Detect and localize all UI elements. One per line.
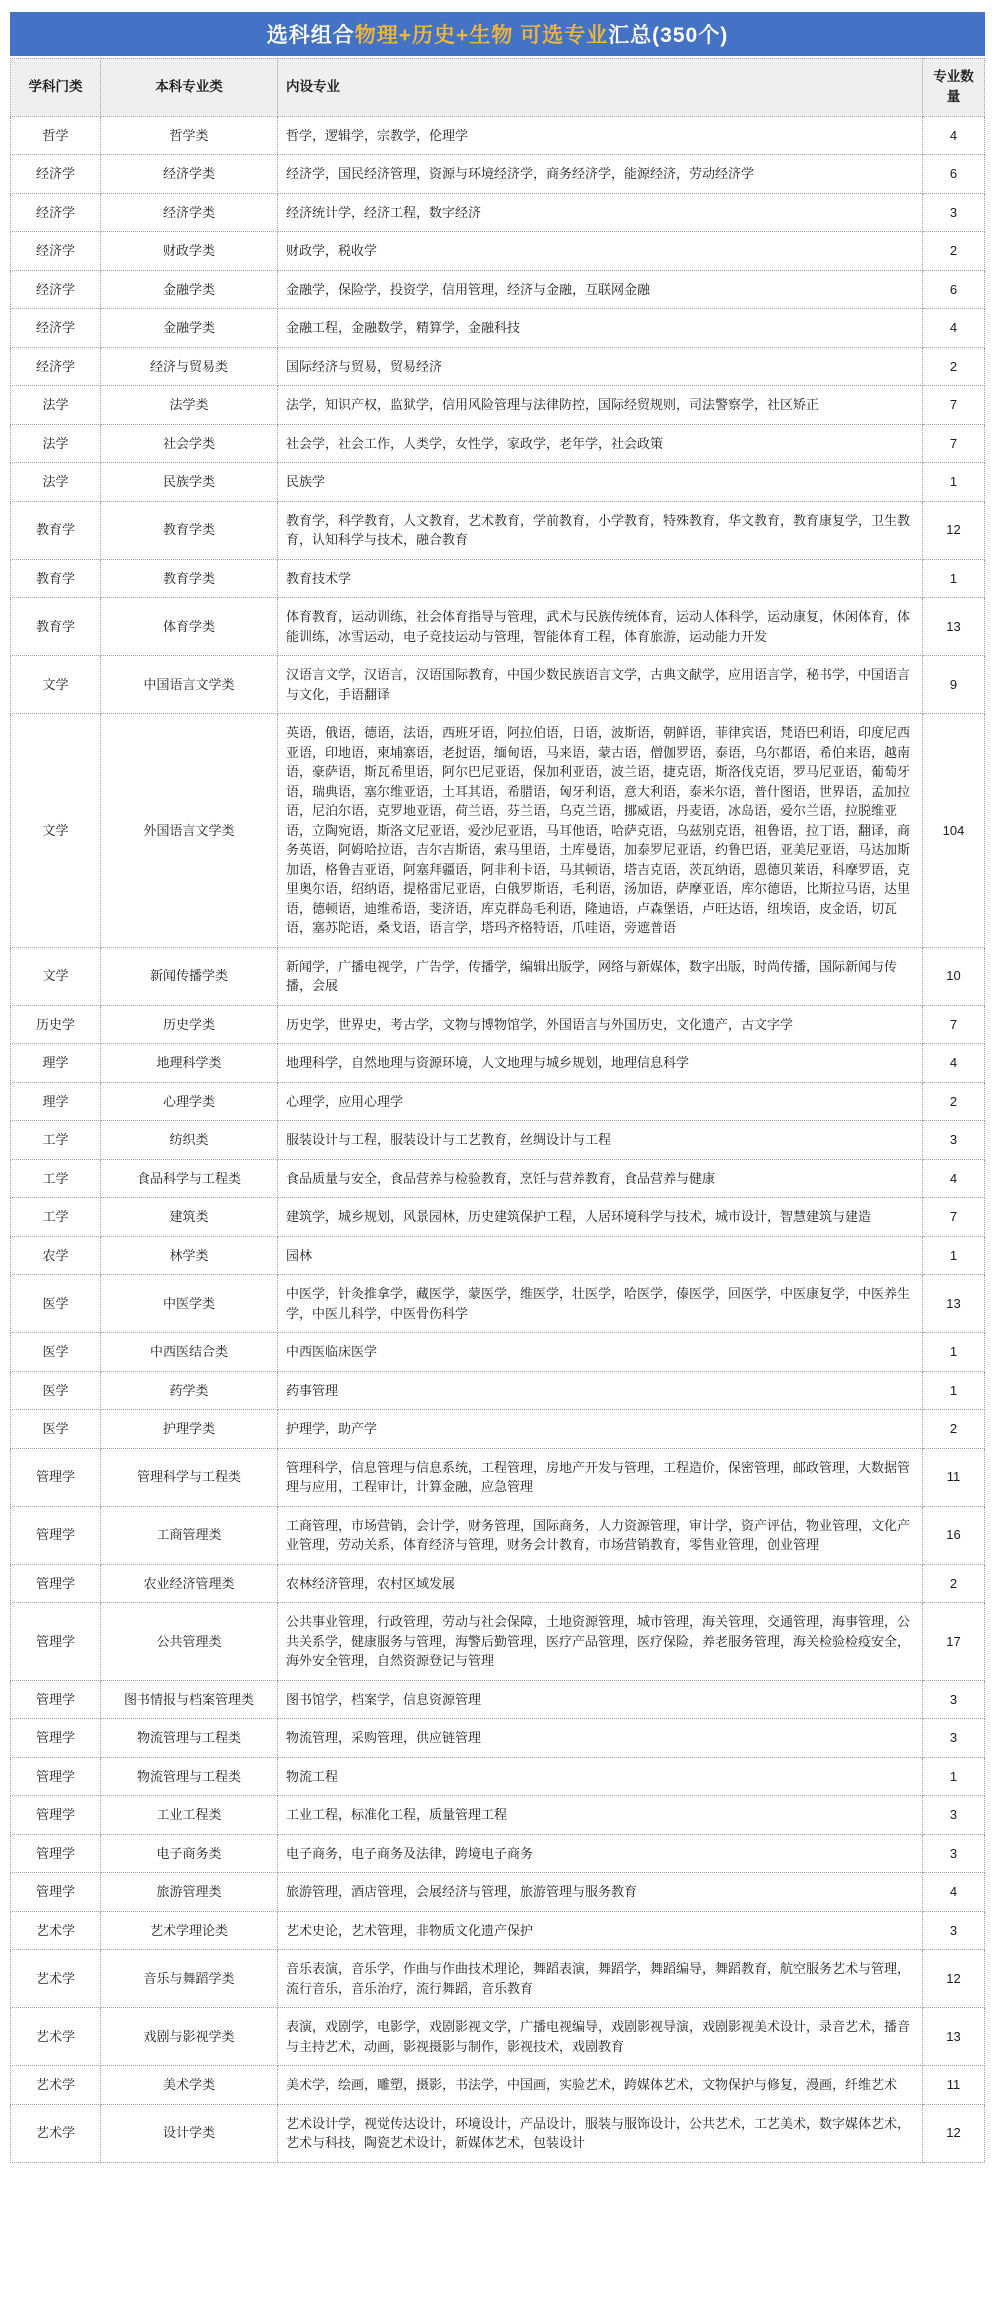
category-cell: 法学 — [11, 386, 101, 425]
table-row — [11, 116, 985, 155]
major-class-cell: 农业经济管理类 — [101, 1564, 278, 1603]
category-cell: 管理学 — [11, 1506, 101, 1564]
category-cell: 医学 — [11, 1371, 101, 1410]
table-row — [11, 1410, 985, 1449]
major-class-cell: 图书情报与档案管理类 — [101, 1680, 278, 1719]
title-segment: 汇总(350个) — [608, 24, 729, 47]
count-cell: 3 — [923, 193, 985, 232]
category-cell: 经济学 — [11, 309, 101, 348]
category-cell: 工学 — [11, 1198, 101, 1237]
count-cell: 1 — [923, 1757, 985, 1796]
category-cell: 经济学 — [11, 270, 101, 309]
major-class-cell: 戏剧与影视学类 — [101, 2008, 278, 2066]
majors-cell: 经济学，国民经济管理，资源与环境经济学，商务经济学，能源经济，劳动经济学 — [278, 155, 923, 194]
count-cell: 2 — [923, 1082, 985, 1121]
count-cell: 17 — [923, 1603, 985, 1681]
majors-cell: 美术学，绘画，雕塑，摄影，书法学，中国画，实验艺术，跨媒体艺术，文物保护与修复，漫画，纤维艺术 — [278, 2066, 923, 2105]
majors-cell: 管理科学，信息管理与信息系统，工程管理，房地产开发与管理，工程造价，保密管理，邮政管理，大数据管理与应用，工程审计，计算金融，应急管理 — [278, 1448, 923, 1506]
category-cell: 工学 — [11, 1159, 101, 1198]
major-class-cell: 中西医结合类 — [101, 1333, 278, 1372]
majors-cell: 教育学，科学教育，人文教育，艺术教育，学前教育，小学教育，特殊教育，华文教育，教育康复学，卫生教育，认知科学与技术，融合教育 — [278, 501, 923, 559]
table-row — [11, 347, 985, 386]
major-class-cell: 体育学类 — [101, 598, 278, 656]
majors-summary-table — [10, 58, 985, 2163]
major-class-cell: 地理科学类 — [101, 1044, 278, 1083]
majors-cell: 中西医临床医学 — [278, 1333, 923, 1372]
count-cell: 1 — [923, 1371, 985, 1410]
category-cell: 经济学 — [11, 232, 101, 271]
major-class-cell: 历史学类 — [101, 1005, 278, 1044]
major-class-cell: 外国语言文学类 — [101, 714, 278, 948]
majors-cell: 国际经济与贸易，贸易经济 — [278, 347, 923, 386]
category-cell: 艺术学 — [11, 1950, 101, 2008]
major-class-cell: 食品科学与工程类 — [101, 1159, 278, 1198]
count-cell: 104 — [923, 714, 985, 948]
table-row — [11, 1603, 985, 1681]
table-row — [11, 424, 985, 463]
count-cell: 4 — [923, 1159, 985, 1198]
count-cell: 4 — [923, 309, 985, 348]
major-class-cell: 教育学类 — [101, 559, 278, 598]
count-cell: 7 — [923, 1198, 985, 1237]
major-class-cell: 工商管理类 — [101, 1506, 278, 1564]
count-cell: 3 — [923, 1719, 985, 1758]
majors-cell: 表演，戏剧学，电影学，戏剧影视文学，广播电视编导，戏剧影视导演，戏剧影视美术设计，录音艺术，播音与主持艺术，动画，影视摄影与制作，影视技术，戏剧教育 — [278, 2008, 923, 2066]
category-cell: 法学 — [11, 463, 101, 502]
major-class-cell: 物流管理与工程类 — [101, 1757, 278, 1796]
table-row — [11, 1911, 985, 1950]
category-cell: 教育学 — [11, 501, 101, 559]
major-class-cell: 旅游管理类 — [101, 1873, 278, 1912]
table-row — [11, 1159, 985, 1198]
major-class-cell: 设计学类 — [101, 2104, 278, 2162]
table-row — [11, 386, 985, 425]
count-cell: 1 — [923, 559, 985, 598]
majors-cell: 工业工程，标准化工程，质量管理工程 — [278, 1796, 923, 1835]
category-cell: 哲学 — [11, 116, 101, 155]
category-cell: 管理学 — [11, 1757, 101, 1796]
major-class-cell: 金融学类 — [101, 270, 278, 309]
major-class-cell: 财政学类 — [101, 232, 278, 271]
table-row — [11, 1564, 985, 1603]
category-cell: 理学 — [11, 1082, 101, 1121]
major-class-cell: 美术学类 — [101, 2066, 278, 2105]
table-row — [11, 1680, 985, 1719]
majors-cell: 中医学，针灸推拿学，藏医学，蒙医学，维医学，壮医学，哈医学，傣医学，回医学，中医康复学，中医养生学，中医儿科学，中医骨伤科学 — [278, 1275, 923, 1333]
table-row — [11, 309, 985, 348]
count-cell: 3 — [923, 1911, 985, 1950]
majors-cell: 旅游管理，酒店管理，会展经济与管理，旅游管理与服务教育 — [278, 1873, 923, 1912]
majors-cell: 社会学，社会工作，人类学，女性学，家政学，老年学，社会政策 — [278, 424, 923, 463]
table-row — [11, 2008, 985, 2066]
table-row — [11, 1198, 985, 1237]
table-row — [11, 1796, 985, 1835]
table-row — [11, 1236, 985, 1275]
major-class-cell: 工业工程类 — [101, 1796, 278, 1835]
table-row — [11, 463, 985, 502]
majors-cell: 药事管理 — [278, 1371, 923, 1410]
table-row — [11, 1950, 985, 2008]
majors-cell: 哲学，逻辑学，宗教学，伦理学 — [278, 116, 923, 155]
count-cell: 4 — [923, 1873, 985, 1912]
majors-cell: 公共事业管理，行政管理，劳动与社会保障，土地资源管理，城市管理，海关管理，交通管理，海事管理，公共关系学，健康服务与管理，海警后勤管理，医疗产品管理，医疗保险，养老服务管理，海关检验检疫安全，海外安全管理，自然资源登记与管理 — [278, 1603, 923, 1681]
count-cell: 4 — [923, 116, 985, 155]
major-class-cell: 哲学类 — [101, 116, 278, 155]
table-row — [11, 1333, 985, 1372]
table-row — [11, 270, 985, 309]
category-cell: 文学 — [11, 947, 101, 1005]
category-cell: 管理学 — [11, 1873, 101, 1912]
major-class-cell: 电子商务类 — [101, 1834, 278, 1873]
category-cell: 教育学 — [11, 559, 101, 598]
majors-cell: 民族学 — [278, 463, 923, 502]
category-cell: 管理学 — [11, 1680, 101, 1719]
count-cell: 3 — [923, 1680, 985, 1719]
category-cell: 文学 — [11, 714, 101, 948]
category-cell: 管理学 — [11, 1564, 101, 1603]
major-class-cell: 经济学类 — [101, 193, 278, 232]
count-cell: 2 — [923, 347, 985, 386]
count-cell: 4 — [923, 1044, 985, 1083]
count-cell: 9 — [923, 656, 985, 714]
table-row — [11, 656, 985, 714]
table-row — [11, 193, 985, 232]
major-class-cell: 公共管理类 — [101, 1603, 278, 1681]
major-class-cell: 金融学类 — [101, 309, 278, 348]
table-header — [11, 59, 985, 117]
category-cell: 艺术学 — [11, 2066, 101, 2105]
table-row — [11, 501, 985, 559]
majors-cell: 金融学，保险学，投资学，信用管理，经济与金融，互联网金融 — [278, 270, 923, 309]
count-cell: 16 — [923, 1506, 985, 1564]
category-cell: 管理学 — [11, 1834, 101, 1873]
major-class-cell: 经济学类 — [101, 155, 278, 194]
table-body — [11, 116, 985, 2162]
majors-cell: 物流管理，采购管理，供应链管理 — [278, 1719, 923, 1758]
major-class-cell: 民族学类 — [101, 463, 278, 502]
majors-cell: 农林经济管理，农村区域发展 — [278, 1564, 923, 1603]
count-cell: 12 — [923, 2104, 985, 2162]
column-header-majors: 内设专业 — [278, 59, 923, 117]
title-segment: 物理+历史+生物 可选专业 — [354, 24, 609, 47]
majors-cell: 汉语言文学，汉语言，汉语国际教育，中国少数民族语言文学，古典文献学，应用语言学，秘书学，中国语言与文化，手语翻译 — [278, 656, 923, 714]
count-cell: 6 — [923, 155, 985, 194]
title-segment: 选科组合 — [266, 24, 355, 47]
table-row — [11, 598, 985, 656]
table-row — [11, 232, 985, 271]
table-row — [11, 2104, 985, 2162]
count-cell: 2 — [923, 1564, 985, 1603]
column-header-count: 专业数量 — [923, 59, 985, 117]
table-row — [11, 1005, 985, 1044]
count-cell: 2 — [923, 1410, 985, 1449]
major-class-cell: 建筑类 — [101, 1198, 278, 1237]
major-class-cell: 心理学类 — [101, 1082, 278, 1121]
category-cell: 管理学 — [11, 1603, 101, 1681]
major-class-cell: 经济与贸易类 — [101, 347, 278, 386]
major-class-cell: 中医学类 — [101, 1275, 278, 1333]
majors-cell: 服装设计与工程，服装设计与工艺教育，丝绸设计与工程 — [278, 1121, 923, 1160]
table-row — [11, 1834, 985, 1873]
count-cell: 12 — [923, 501, 985, 559]
table-row — [11, 1371, 985, 1410]
major-class-cell: 教育学类 — [101, 501, 278, 559]
table-row — [11, 714, 985, 948]
category-cell: 管理学 — [11, 1796, 101, 1835]
table-row — [11, 1757, 985, 1796]
category-cell: 管理学 — [11, 1448, 101, 1506]
category-cell: 法学 — [11, 424, 101, 463]
count-cell: 2 — [923, 232, 985, 271]
major-class-cell: 社会学类 — [101, 424, 278, 463]
category-cell: 教育学 — [11, 598, 101, 656]
count-cell: 7 — [923, 424, 985, 463]
major-class-cell: 物流管理与工程类 — [101, 1719, 278, 1758]
count-cell: 3 — [923, 1121, 985, 1160]
majors-cell: 艺术史论，艺术管理，非物质文化遗产保护 — [278, 1911, 923, 1950]
category-cell: 经济学 — [11, 347, 101, 386]
table-row — [11, 2066, 985, 2105]
category-cell: 艺术学 — [11, 2008, 101, 2066]
major-class-cell: 艺术学理论类 — [101, 1911, 278, 1950]
majors-cell: 心理学，应用心理学 — [278, 1082, 923, 1121]
major-class-cell: 林学类 — [101, 1236, 278, 1275]
column-header-category: 学科门类 — [11, 59, 101, 117]
major-class-cell: 管理科学与工程类 — [101, 1448, 278, 1506]
count-cell: 13 — [923, 2008, 985, 2066]
page-title — [10, 12, 985, 56]
table-row — [11, 559, 985, 598]
majors-cell: 体育教育，运动训练，社会体育指导与管理，武术与民族传统体育，运动人体科学，运动康复，休闲体育，体能训练，冰雪运动，电子竞技运动与管理，智能体育工程，体育旅游，运动能力开发 — [278, 598, 923, 656]
majors-cell: 食品质量与安全，食品营养与检验教育，烹饪与营养教育，食品营养与健康 — [278, 1159, 923, 1198]
major-class-cell: 护理学类 — [101, 1410, 278, 1449]
majors-cell: 历史学，世界史，考古学，文物与博物馆学，外国语言与外国历史，文化遗产，古文字学 — [278, 1005, 923, 1044]
category-cell: 经济学 — [11, 155, 101, 194]
count-cell: 11 — [923, 1448, 985, 1506]
count-cell: 7 — [923, 1005, 985, 1044]
count-cell: 1 — [923, 1333, 985, 1372]
major-class-cell: 音乐与舞蹈学类 — [101, 1950, 278, 2008]
majors-cell: 艺术设计学，视觉传达设计，环境设计，产品设计，服装与服饰设计，公共艺术，工艺美术，数字媒体艺术，艺术与科技，陶瓷艺术设计，新媒体艺术，包装设计 — [278, 2104, 923, 2162]
count-cell: 1 — [923, 1236, 985, 1275]
major-class-cell: 法学类 — [101, 386, 278, 425]
major-class-cell: 纺织类 — [101, 1121, 278, 1160]
table-row — [11, 1121, 985, 1160]
table-row — [11, 1044, 985, 1083]
table-row — [11, 155, 985, 194]
count-cell: 3 — [923, 1796, 985, 1835]
majors-cell: 金融工程，金融数学，精算学，金融科技 — [278, 309, 923, 348]
count-cell: 10 — [923, 947, 985, 1005]
majors-cell: 建筑学，城乡规划，风景园林，历史建筑保护工程，人居环境科学与技术，城市设计，智慧建筑与建造 — [278, 1198, 923, 1237]
category-cell: 理学 — [11, 1044, 101, 1083]
table-row — [11, 1719, 985, 1758]
category-cell: 工学 — [11, 1121, 101, 1160]
majors-cell: 工商管理，市场营销，会计学，财务管理，国际商务，人力资源管理，审计学，资产评估，物业管理，文化产业管理，劳动关系，体育经济与管理，财务会计教育，市场营销教育，零售业管理，创业管理 — [278, 1506, 923, 1564]
count-cell: 1 — [923, 463, 985, 502]
count-cell: 12 — [923, 1950, 985, 2008]
majors-cell: 物流工程 — [278, 1757, 923, 1796]
majors-cell: 新闻学，广播电视学，广告学，传播学，编辑出版学，网络与新媒体，数字出版，时尚传播，国际新闻与传播，会展 — [278, 947, 923, 1005]
count-cell: 13 — [923, 1275, 985, 1333]
table-row — [11, 1873, 985, 1912]
table-row — [11, 947, 985, 1005]
majors-cell: 法学，知识产权，监狱学，信用风险管理与法律防控，国际经贸规则，司法警察学，社区矫正 — [278, 386, 923, 425]
table-row — [11, 1506, 985, 1564]
count-cell: 11 — [923, 2066, 985, 2105]
majors-cell: 音乐表演，音乐学，作曲与作曲技术理论，舞蹈表演，舞蹈学，舞蹈编导，舞蹈教育，航空服务艺术与管理，流行音乐，音乐治疗，流行舞蹈，音乐教育 — [278, 1950, 923, 2008]
majors-cell: 教育技术学 — [278, 559, 923, 598]
majors-cell: 护理学，助产学 — [278, 1410, 923, 1449]
category-cell: 艺术学 — [11, 2104, 101, 2162]
category-cell: 文学 — [11, 656, 101, 714]
count-cell: 13 — [923, 598, 985, 656]
major-class-cell: 药学类 — [101, 1371, 278, 1410]
majors-cell: 地理科学，自然地理与资源环境，人文地理与城乡规划，地理信息科学 — [278, 1044, 923, 1083]
category-cell: 农学 — [11, 1236, 101, 1275]
category-cell: 医学 — [11, 1333, 101, 1372]
major-class-cell: 中国语言文学类 — [101, 656, 278, 714]
major-class-cell: 新闻传播学类 — [101, 947, 278, 1005]
category-cell: 历史学 — [11, 1005, 101, 1044]
category-cell: 医学 — [11, 1410, 101, 1449]
majors-cell: 英语，俄语，德语，法语，西班牙语，阿拉伯语，日语，波斯语，朝鲜语，菲律宾语，梵语巴利语，印度尼西亚语，印地语，柬埔寨语，老挝语，缅甸语，马来语，蒙古语，僧伽罗语，泰语，乌尔都语，希伯来语，越南语，豪萨语，斯瓦希里语，阿尔巴尼亚语，保加利亚语，波兰语，捷克语，斯洛伐克语，罗马尼亚语，葡萄牙语，瑞典语，塞尔维亚语，土耳其语，希腊语，匈牙利语，意大利语，泰米尔语，普什图语，世界语，孟加拉语，尼泊尔语，克罗地亚语，荷兰语，芬兰语，乌克兰语，挪威语，丹麦语，冰岛语，爱尔兰语，拉脱维亚语，立陶宛语，斯洛文尼亚语，爱沙尼亚语，马耳他语，哈萨克语，乌兹别克语，祖鲁语，拉丁语，翻译，商务英语，阿姆哈拉语，吉尔吉斯语，索马里语，土库曼语，加泰罗尼亚语，约鲁巴语，亚美尼亚语，马达加斯加语，格鲁吉亚语，阿塞拜疆语，阿非利卡语，马其顿语，塔吉克语，茨瓦纳语，恩德贝莱语，科摩罗语，克里奥尔语，绍纳语，提格雷尼亚语，白俄罗斯语，毛利语，汤加语，萨摩亚语，库尔德语，比斯拉马语，达里语，德顿语，迪维希语，斐济语，库克群岛毛利语，隆迪语，卢森堡语，卢旺达语，纽埃语，皮金语，切瓦语，塞苏陀语，桑戈语，语言学，塔玛齐格特语，爪哇语，旁遮普语 — [278, 714, 923, 948]
majors-cell: 电子商务，电子商务及法律，跨境电子商务 — [278, 1834, 923, 1873]
majors-cell: 园林 — [278, 1236, 923, 1275]
table-row — [11, 1082, 985, 1121]
majors-cell: 图书馆学，档案学，信息资源管理 — [278, 1680, 923, 1719]
count-cell: 6 — [923, 270, 985, 309]
table-row — [11, 1275, 985, 1333]
category-cell: 艺术学 — [11, 1911, 101, 1950]
table-header-row — [11, 59, 985, 117]
category-cell: 经济学 — [11, 193, 101, 232]
category-cell: 医学 — [11, 1275, 101, 1333]
column-header-major-class: 本科专业类 — [101, 59, 278, 117]
count-cell: 7 — [923, 386, 985, 425]
category-cell: 管理学 — [11, 1719, 101, 1758]
majors-cell: 经济统计学，经济工程，数字经济 — [278, 193, 923, 232]
table-row — [11, 1448, 985, 1506]
majors-cell: 财政学，税收学 — [278, 232, 923, 271]
count-cell: 3 — [923, 1834, 985, 1873]
